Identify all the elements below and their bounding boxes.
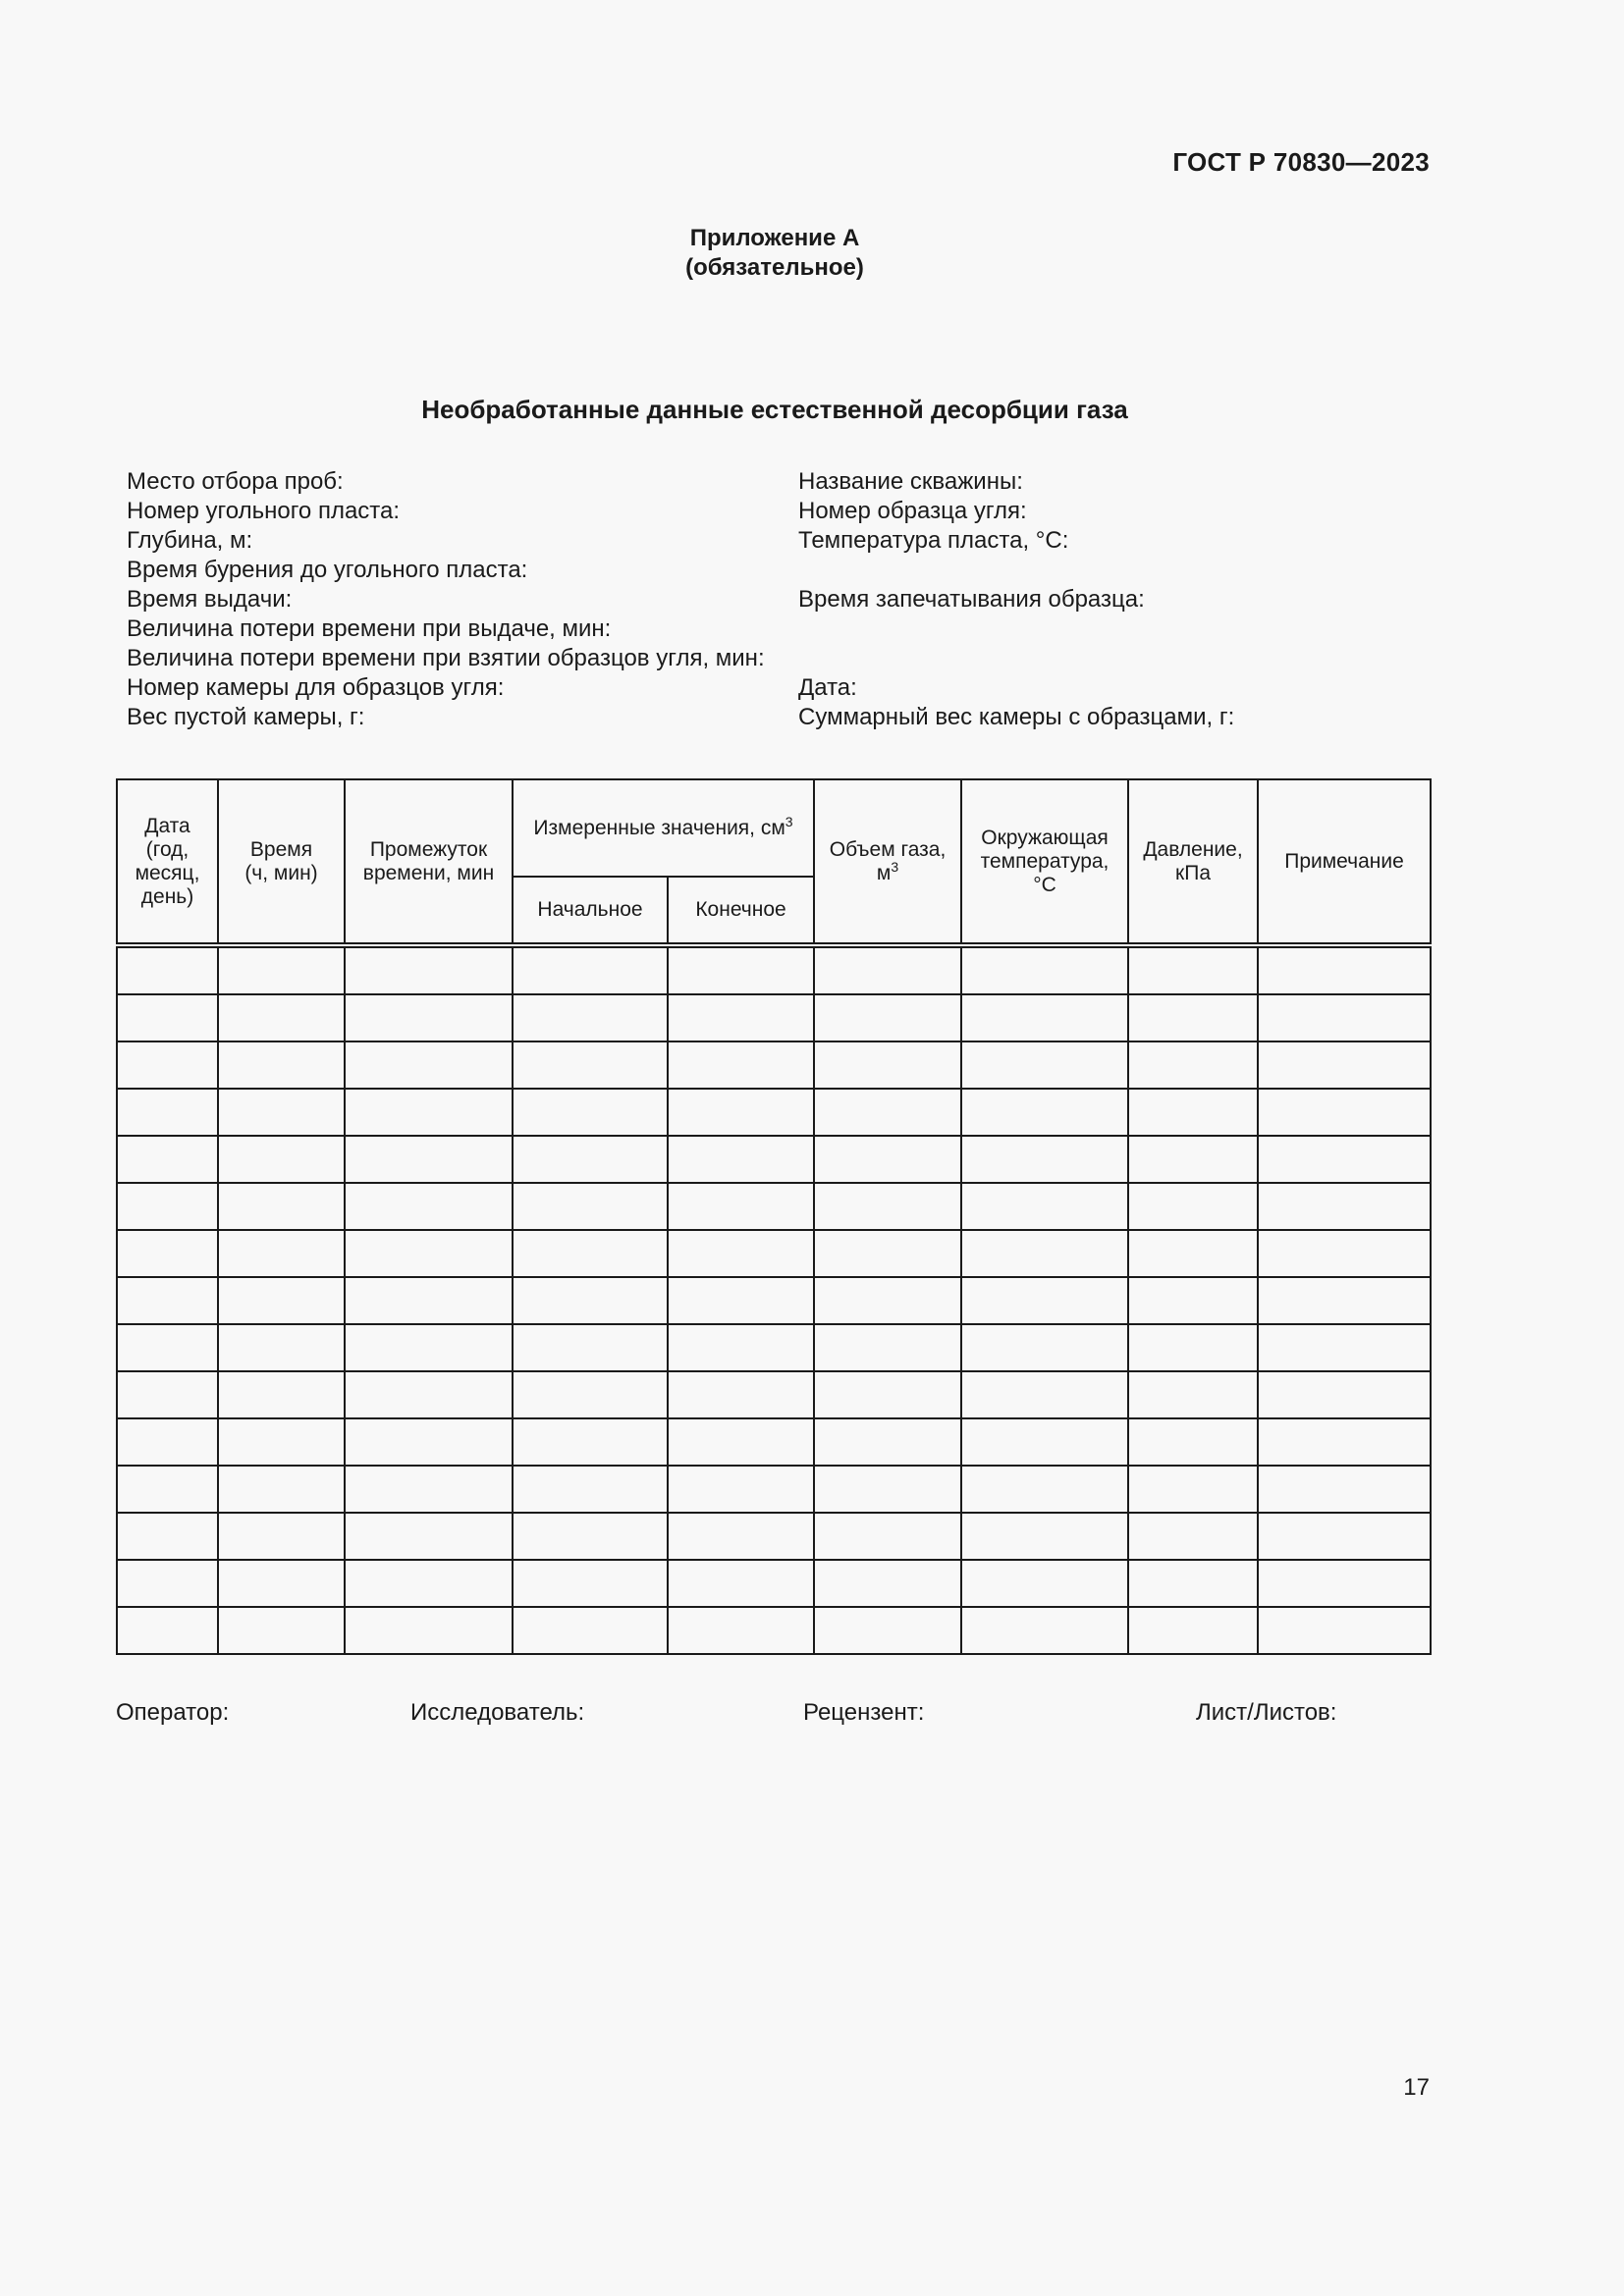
table-cell [345, 1513, 513, 1560]
table-cell [117, 1277, 218, 1324]
table-cell [117, 1371, 218, 1418]
table-cell [668, 1183, 814, 1230]
table-cell [961, 1041, 1128, 1089]
table-cell [1258, 1466, 1431, 1513]
table-cell [1258, 945, 1431, 994]
table-cell [1128, 1513, 1258, 1560]
table-cell [961, 1230, 1128, 1277]
operator-label: Оператор: [116, 1699, 230, 1726]
table-cell [814, 1183, 961, 1230]
table-row [117, 1183, 1431, 1230]
table-row [117, 1607, 1431, 1654]
table-cell [814, 1371, 961, 1418]
table-cell [1258, 1607, 1431, 1654]
field-depth: Глубина, м: [127, 527, 253, 554]
table-row [117, 1513, 1431, 1560]
table-cell [117, 1183, 218, 1230]
table-cell [1128, 1041, 1258, 1089]
table-cell [1258, 1324, 1431, 1371]
table-cell [1258, 1513, 1431, 1560]
field-sampling-time-loss: Величина потери времени при взятии образцов угля, мин: [127, 645, 765, 671]
table-cell [513, 1560, 668, 1607]
table-cell [1128, 1277, 1258, 1324]
table-row [117, 1560, 1431, 1607]
table-cell [1258, 1418, 1431, 1466]
table-cell [961, 1324, 1128, 1371]
table-row [117, 1089, 1431, 1136]
table-row [117, 1041, 1431, 1089]
header-date: Дата (год, месяц, день) [117, 779, 218, 945]
table-row [117, 945, 1431, 994]
table-cell [513, 1418, 668, 1466]
table-cell [345, 1277, 513, 1324]
table-cell [218, 994, 345, 1041]
table-cell [1258, 994, 1431, 1041]
table-cell [218, 1371, 345, 1418]
table-cell [345, 1041, 513, 1089]
table-cell [668, 1418, 814, 1466]
table-cell [513, 1513, 668, 1560]
table-cell [218, 1513, 345, 1560]
table-cell [1128, 1136, 1258, 1183]
table-cell [218, 1089, 345, 1136]
table-cell [1128, 1560, 1258, 1607]
table-cell [668, 1041, 814, 1089]
spacer [798, 614, 1387, 644]
table-cell [1258, 1371, 1431, 1418]
table-cell [218, 1324, 345, 1371]
field-sample-number: Номер образца угля: [798, 498, 1027, 524]
table-body [117, 945, 1431, 1654]
table-cell [117, 1513, 218, 1560]
table-cell [1258, 1136, 1431, 1183]
table-cell [814, 1607, 961, 1654]
table-cell [668, 1371, 814, 1418]
table-cell [1128, 1371, 1258, 1418]
table-cell [1258, 1230, 1431, 1277]
table-cell [668, 1089, 814, 1136]
table-cell [814, 1324, 961, 1371]
field-chamber-number: Номер камеры для образцов угля: [127, 674, 505, 701]
field-drilling-time: Время бурения до угольного пласта: [127, 557, 528, 583]
table-cell [814, 994, 961, 1041]
table-cell [668, 1466, 814, 1513]
header-measured-values: Измеренные значения, $см^3$ [513, 779, 814, 877]
table-cell [218, 1136, 345, 1183]
table-cell [961, 994, 1128, 1041]
field-date: Дата: [798, 674, 857, 701]
table-cell [117, 1089, 218, 1136]
table-row [117, 1277, 1431, 1324]
table-row [117, 994, 1431, 1041]
table-cell [1128, 1089, 1258, 1136]
table-cell [513, 994, 668, 1041]
table-cell [1128, 945, 1258, 994]
table-cell [218, 1041, 345, 1089]
table-cell [814, 1560, 961, 1607]
table-cell [345, 1418, 513, 1466]
table-cell [668, 1324, 814, 1371]
table-cell [1128, 1324, 1258, 1371]
header-pressure: Давление, кПа [1128, 779, 1258, 945]
table-cell [513, 1466, 668, 1513]
table-cell [814, 1466, 961, 1513]
table-cell [117, 1041, 218, 1089]
table-cell [117, 1607, 218, 1654]
header-note: Примечание [1258, 779, 1431, 945]
table-cell [117, 1418, 218, 1466]
form-fields-right [798, 467, 1387, 732]
table-cell [1128, 1607, 1258, 1654]
table-cell [218, 1560, 345, 1607]
table-row [117, 1418, 1431, 1466]
table-cell [218, 1183, 345, 1230]
table-cell [345, 994, 513, 1041]
table-cell [668, 1230, 814, 1277]
table-cell [668, 994, 814, 1041]
table-cell [668, 1560, 814, 1607]
researcher-label: Исследователь: [410, 1699, 585, 1726]
table-cell [513, 1089, 668, 1136]
header-final: Конечное [668, 877, 814, 945]
section-title: Необработанные данные естественной десорбции газа [421, 395, 1128, 424]
table-cell [513, 1371, 668, 1418]
table-cell [218, 1277, 345, 1324]
field-seam-number: Номер угольного пласта: [127, 498, 401, 524]
table-cell [117, 1136, 218, 1183]
desorption-data-table [116, 778, 1432, 1655]
table-cell [1128, 1183, 1258, 1230]
table-row [117, 1324, 1431, 1371]
header-time: Время (ч, мин) [218, 779, 345, 945]
table-cell [961, 1277, 1128, 1324]
table-cell [1128, 994, 1258, 1041]
header-interval: Промежуток времени, мин [345, 779, 513, 945]
table-row [117, 1466, 1431, 1513]
table-cell [345, 945, 513, 994]
table-cell [513, 1230, 668, 1277]
table-cell [668, 1513, 814, 1560]
signature-line [116, 1699, 1430, 1729]
table-cell [218, 1466, 345, 1513]
table-cell [345, 1371, 513, 1418]
table-cell [218, 945, 345, 994]
sheets-label: Лист/Листов: [1196, 1699, 1337, 1726]
table-cell [513, 1324, 668, 1371]
header-ambient-temperature: Окружающая температура, °С [961, 779, 1128, 945]
table-cell [668, 1136, 814, 1183]
table-cell [117, 945, 218, 994]
field-seam-temperature: Температура пласта, °С: [798, 527, 1069, 554]
table-cell [513, 1607, 668, 1654]
table-cell [345, 1183, 513, 1230]
table-cell [513, 1277, 668, 1324]
table-cell [345, 1136, 513, 1183]
table-cell [218, 1418, 345, 1466]
table-cell [814, 1277, 961, 1324]
table-cell [345, 1607, 513, 1654]
table-cell [961, 1466, 1128, 1513]
table-cell [961, 1560, 1128, 1607]
table-cell [117, 1324, 218, 1371]
spacer [798, 644, 1387, 673]
document-code: ГОСТ Р 70830—2023 [1172, 147, 1430, 177]
table-cell [1258, 1041, 1431, 1089]
header-gas-volume: Объем газа, $м^3$ [814, 779, 961, 945]
table-cell [814, 1041, 961, 1089]
table-cell [814, 1136, 961, 1183]
table-cell [1258, 1089, 1431, 1136]
table-cell [117, 1466, 218, 1513]
table-cell [668, 945, 814, 994]
table-cell [1128, 1418, 1258, 1466]
table-cell [513, 945, 668, 994]
table-row [117, 1230, 1431, 1277]
table-cell [345, 1466, 513, 1513]
table-cell [345, 1560, 513, 1607]
header-initial: Начальное [513, 877, 668, 945]
appendix-status: (обязательное) [685, 254, 864, 281]
table-cell [1258, 1560, 1431, 1607]
spacer [798, 556, 1387, 585]
table-cell [814, 1418, 961, 1466]
table-cell [117, 1560, 218, 1607]
table-cell [345, 1324, 513, 1371]
table-cell [814, 945, 961, 994]
field-delivery-time: Время выдачи: [127, 586, 293, 613]
table-cell [814, 1513, 961, 1560]
table-cell [345, 1230, 513, 1277]
table-cell [218, 1230, 345, 1277]
field-sampling-place: Место отбора проб: [127, 468, 344, 495]
field-total-weight: Суммарный вес камеры с образцами, г: [798, 704, 1235, 730]
table-cell [814, 1089, 961, 1136]
table-cell [513, 1041, 668, 1089]
table-row [117, 1136, 1431, 1183]
field-delivery-time-loss: Величина потери времени при выдаче, мин: [127, 615, 612, 642]
table-cell [1128, 1230, 1258, 1277]
table-cell [961, 1607, 1128, 1654]
form-fields-left [127, 467, 777, 732]
table-cell [961, 945, 1128, 994]
table-cell [513, 1183, 668, 1230]
table-cell [345, 1089, 513, 1136]
table-cell [961, 1136, 1128, 1183]
table-cell [117, 1230, 218, 1277]
table-cell [513, 1136, 668, 1183]
appendix-heading [0, 224, 1549, 283]
field-well-name: Название скважины: [798, 468, 1023, 495]
table-cell [961, 1183, 1128, 1230]
table-cell [1258, 1183, 1431, 1230]
table-cell [668, 1607, 814, 1654]
appendix-title: Приложение А [689, 225, 860, 251]
reviewer-label: Рецензент: [803, 1699, 925, 1726]
table-cell [668, 1277, 814, 1324]
table-cell [961, 1371, 1128, 1418]
table-cell [218, 1607, 345, 1654]
table-cell [961, 1418, 1128, 1466]
field-empty-chamber-weight: Вес пустой камеры, г: [127, 704, 365, 730]
table-cell [1258, 1277, 1431, 1324]
table-cell [117, 994, 218, 1041]
page-number: 17 [1403, 2074, 1430, 2101]
table-cell [814, 1230, 961, 1277]
table-cell [961, 1089, 1128, 1136]
table-row [117, 1371, 1431, 1418]
table-cell [961, 1513, 1128, 1560]
table-cell [1128, 1466, 1258, 1513]
field-sealing-time: Время запечатывания образца: [798, 586, 1145, 613]
